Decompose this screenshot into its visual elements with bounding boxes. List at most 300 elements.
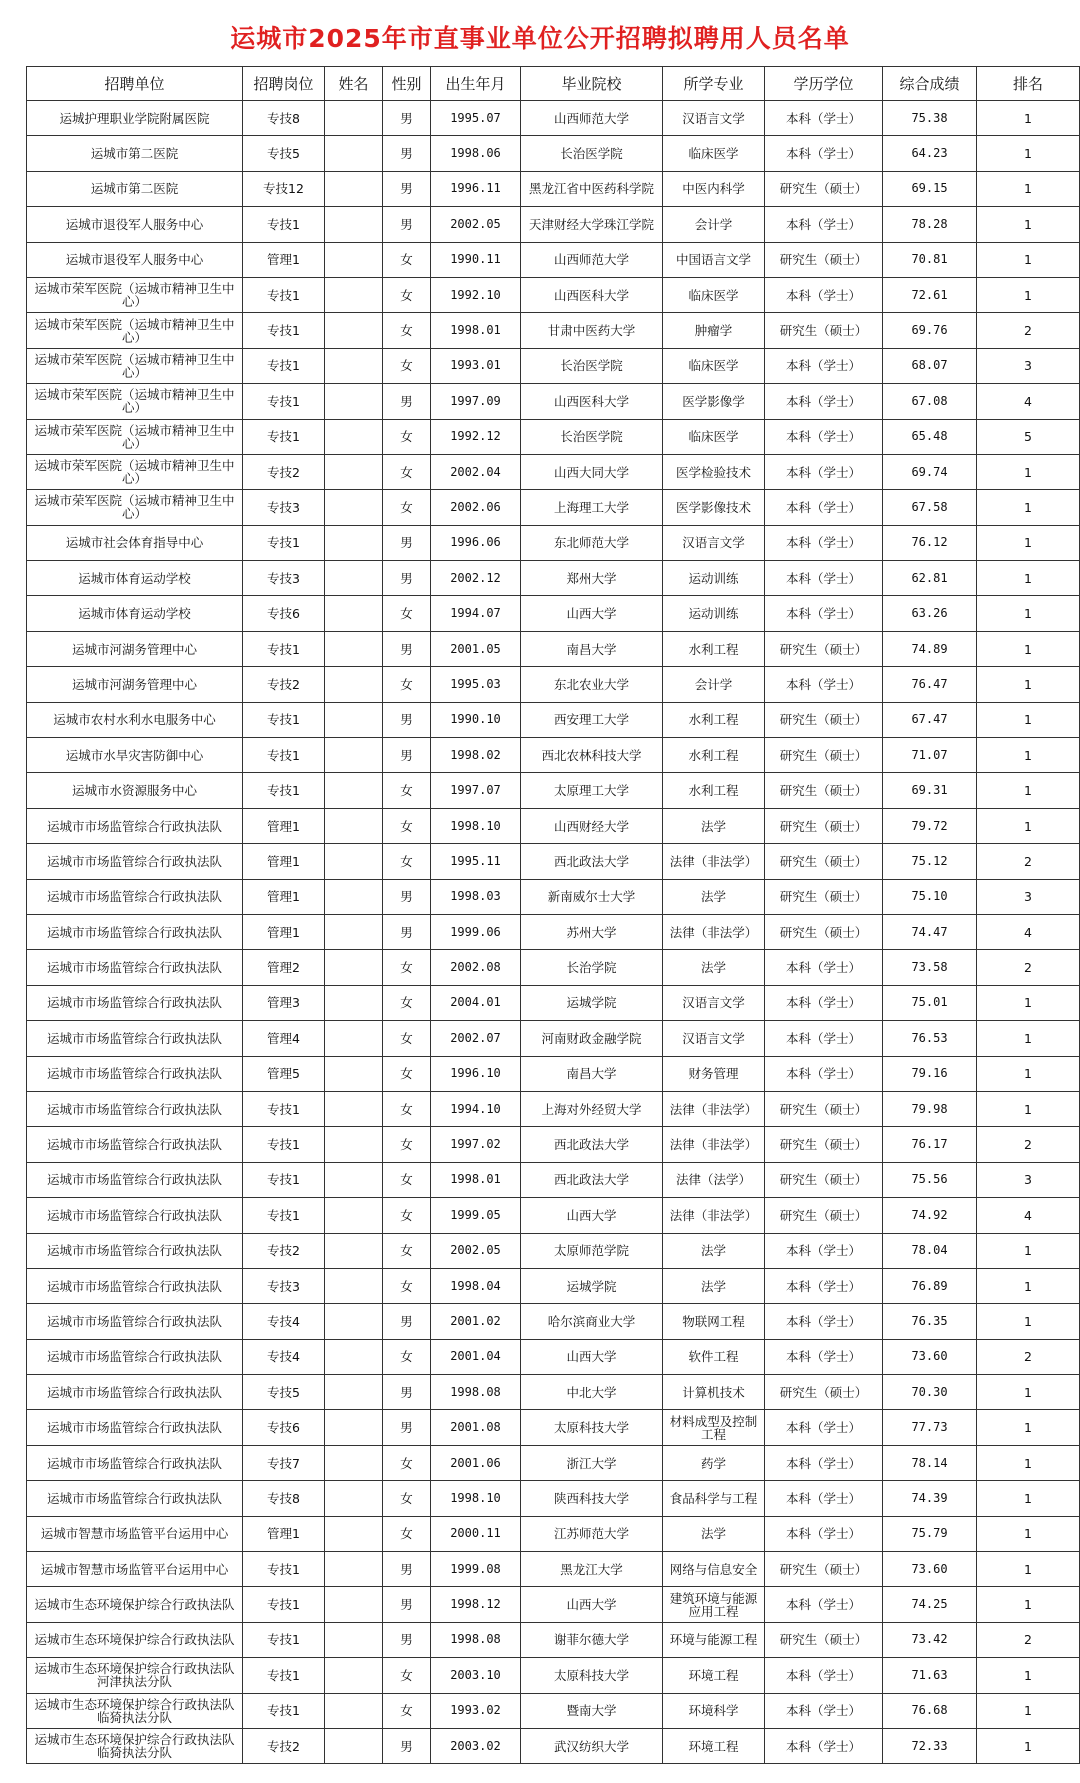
cell-birth: 2001.02: [431, 1304, 521, 1339]
cell-unit: 运城市农村水利水电服务中心: [27, 702, 243, 737]
cell-school: 山西大学: [521, 596, 663, 631]
cell-degree: 本科（学士）: [765, 384, 883, 419]
cell-score: 68.07: [883, 348, 977, 383]
cell-birth: 1990.11: [431, 242, 521, 277]
cell-post: 管理1: [243, 844, 325, 879]
cell-major: 软件工程: [663, 1339, 765, 1374]
cell-degree: 本科（学士）: [765, 419, 883, 454]
cell-score: 73.60: [883, 1339, 977, 1374]
cell-unit: 运城市市场监管综合行政执法队: [27, 1056, 243, 1091]
cell-major: 水利工程: [663, 702, 765, 737]
table-row: [27, 384, 1080, 419]
cell-degree: 本科（学士）: [765, 1693, 883, 1728]
cell-birth: 1994.10: [431, 1091, 521, 1126]
cell-name: [325, 1375, 383, 1410]
cell-post: 专技1: [243, 773, 325, 808]
table-row: [27, 525, 1080, 560]
cell-birth: 2002.05: [431, 1233, 521, 1268]
cell-major: 网络与信息安全: [663, 1552, 765, 1587]
cell-rank: 1: [977, 490, 1080, 525]
cell-degree: 研究生（硕士）: [765, 1127, 883, 1162]
cell-rank: 1: [977, 631, 1080, 666]
table-row: [27, 1091, 1080, 1126]
cell-post: 专技4: [243, 1339, 325, 1374]
cell-gender: 女: [383, 242, 431, 277]
table-row: [27, 985, 1080, 1020]
cell-gender: 女: [383, 808, 431, 843]
cell-score: 75.79: [883, 1516, 977, 1551]
table-row: [27, 950, 1080, 985]
cell-score: 69.31: [883, 773, 977, 808]
cell-post: 管理1: [243, 808, 325, 843]
cell-score: 69.15: [883, 171, 977, 206]
cell-unit: 运城市市场监管综合行政执法队: [27, 1304, 243, 1339]
table-row: [27, 242, 1080, 277]
cell-unit: 运城市第二医院: [27, 171, 243, 206]
cell-gender: 男: [383, 1552, 431, 1587]
cell-name: [325, 1198, 383, 1233]
cell-birth: 1999.05: [431, 1198, 521, 1233]
cell-school: 山西大学: [521, 1339, 663, 1374]
cell-post: 专技3: [243, 561, 325, 596]
cell-degree: 本科（学士）: [765, 1410, 883, 1445]
cell-gender: 女: [383, 277, 431, 312]
table-row: [27, 1268, 1080, 1303]
cell-major: 食品科学与工程: [663, 1481, 765, 1516]
cell-unit: 运城市市场监管综合行政执法队: [27, 808, 243, 843]
table-row: [27, 171, 1080, 206]
table-row: [27, 313, 1080, 348]
cell-score: 77.73: [883, 1410, 977, 1445]
cell-gender: 女: [383, 1481, 431, 1516]
cell-name: [325, 1728, 383, 1763]
cell-rank: 1: [977, 1445, 1080, 1480]
cell-unit: 运城市市场监管综合行政执法队: [27, 1127, 243, 1162]
cell-unit: 运城市河湖务管理中心: [27, 667, 243, 702]
cell-post: 专技1: [243, 384, 325, 419]
cell-school: 西北政法大学: [521, 1127, 663, 1162]
cell-rank: 1: [977, 242, 1080, 277]
cell-birth: 2002.08: [431, 950, 521, 985]
cell-birth: 1993.02: [431, 1693, 521, 1728]
cell-gender: 女: [383, 1339, 431, 1374]
cell-name: [325, 1162, 383, 1197]
cell-name: [325, 1552, 383, 1587]
cell-post: 管理1: [243, 879, 325, 914]
cell-birth: 1997.02: [431, 1127, 521, 1162]
cell-post: 专技2: [243, 667, 325, 702]
col-header-unit: 招聘单位: [27, 67, 243, 101]
cell-score: 78.14: [883, 1445, 977, 1480]
table-row: [27, 1339, 1080, 1374]
cell-gender: 女: [383, 1658, 431, 1693]
cell-name: [325, 490, 383, 525]
cell-post: 专技1: [243, 1091, 325, 1126]
cell-unit: 运城市退役军人服务中心: [27, 242, 243, 277]
cell-unit: 运城市体育运动学校: [27, 596, 243, 631]
cell-birth: 1998.06: [431, 136, 521, 171]
table-body: [27, 101, 1080, 1764]
table-row: [27, 1587, 1080, 1622]
cell-major: 临床医学: [663, 136, 765, 171]
cell-school: 运城学院: [521, 985, 663, 1020]
cell-score: 71.63: [883, 1658, 977, 1693]
cell-score: 73.42: [883, 1622, 977, 1657]
cell-degree: 本科（学士）: [765, 277, 883, 312]
cell-school: 山西大学: [521, 1198, 663, 1233]
cell-rank: 3: [977, 1162, 1080, 1197]
cell-rank: 4: [977, 914, 1080, 949]
cell-major: 建筑环境与能源应用工程: [663, 1587, 765, 1622]
cell-degree: 本科（学士）: [765, 1481, 883, 1516]
cell-major: 法学: [663, 1516, 765, 1551]
table-row: [27, 914, 1080, 949]
table-row: [27, 1481, 1080, 1516]
table-row: [27, 1516, 1080, 1551]
cell-score: 76.47: [883, 667, 977, 702]
cell-score: 79.72: [883, 808, 977, 843]
cell-name: [325, 808, 383, 843]
cell-school: 上海对外经贸大学: [521, 1091, 663, 1126]
table-row: [27, 277, 1080, 312]
cell-birth: 1999.08: [431, 1552, 521, 1587]
cell-birth: 1995.11: [431, 844, 521, 879]
cell-rank: 1: [977, 1728, 1080, 1763]
cell-gender: 女: [383, 454, 431, 489]
cell-name: [325, 1481, 383, 1516]
cell-post: 专技7: [243, 1445, 325, 1480]
cell-gender: 女: [383, 1268, 431, 1303]
cell-gender: 女: [383, 1198, 431, 1233]
cell-score: 76.17: [883, 1127, 977, 1162]
cell-school: 东北农业大学: [521, 667, 663, 702]
cell-major: 法学: [663, 808, 765, 843]
cell-birth: 1998.08: [431, 1375, 521, 1410]
cell-birth: 1998.04: [431, 1268, 521, 1303]
cell-degree: 本科（学士）: [765, 1339, 883, 1374]
cell-gender: 男: [383, 1410, 431, 1445]
col-header-gender: 性别: [383, 67, 431, 101]
cell-name: [325, 1339, 383, 1374]
cell-score: 76.35: [883, 1304, 977, 1339]
cell-major: 材料成型及控制工程: [663, 1410, 765, 1445]
cell-rank: 1: [977, 101, 1080, 136]
personnel-table: [26, 66, 1080, 1764]
cell-post: 管理1: [243, 914, 325, 949]
cell-degree: 本科（学士）: [765, 1728, 883, 1763]
cell-unit: 运城市市场监管综合行政执法队: [27, 1410, 243, 1445]
table-row: [27, 1127, 1080, 1162]
cell-gender: 女: [383, 1056, 431, 1091]
cell-school: 山西师范大学: [521, 101, 663, 136]
cell-unit: 运城市社会体育指导中心: [27, 525, 243, 560]
cell-major: 法律（非法学）: [663, 914, 765, 949]
cell-score: 79.98: [883, 1091, 977, 1126]
cell-degree: 本科（学士）: [765, 1268, 883, 1303]
cell-rank: 1: [977, 667, 1080, 702]
cell-name: [325, 1658, 383, 1693]
cell-unit: 运城市荣军医院（运城市精神卫生中心）: [27, 454, 243, 489]
col-header-major: 所学专业: [663, 67, 765, 101]
cell-birth: 2003.02: [431, 1728, 521, 1763]
cell-school: 南昌大学: [521, 631, 663, 666]
cell-gender: 男: [383, 1375, 431, 1410]
cell-unit: 运城市荣军医院（运城市精神卫生中心）: [27, 277, 243, 312]
cell-major: 法学: [663, 1268, 765, 1303]
cell-school: 黑龙江省中医药科学院: [521, 171, 663, 206]
cell-score: 74.39: [883, 1481, 977, 1516]
cell-unit: 运城市市场监管综合行政执法队: [27, 1375, 243, 1410]
cell-rank: 1: [977, 808, 1080, 843]
cell-gender: 男: [383, 879, 431, 914]
table-row: [27, 348, 1080, 383]
cell-post: 专技1: [243, 1198, 325, 1233]
cell-name: [325, 631, 383, 666]
cell-post: 专技2: [243, 454, 325, 489]
cell-name: [325, 1127, 383, 1162]
cell-degree: 本科（学士）: [765, 1233, 883, 1268]
cell-school: 中北大学: [521, 1375, 663, 1410]
cell-gender: 男: [383, 1622, 431, 1657]
cell-birth: 2002.05: [431, 207, 521, 242]
cell-unit: 运城市荣军医院（运城市精神卫生中心）: [27, 384, 243, 419]
cell-post: 专技1: [243, 419, 325, 454]
cell-degree: 本科（学士）: [765, 1587, 883, 1622]
cell-name: [325, 702, 383, 737]
cell-unit: 运城市荣军医院（运城市精神卫生中心）: [27, 313, 243, 348]
cell-major: 医学影像学: [663, 384, 765, 419]
cell-post: 专技2: [243, 1233, 325, 1268]
cell-score: 67.58: [883, 490, 977, 525]
table-row: [27, 773, 1080, 808]
cell-name: [325, 525, 383, 560]
cell-birth: 2002.07: [431, 1021, 521, 1056]
col-header-school: 毕业院校: [521, 67, 663, 101]
cell-major: 法律（法学）: [663, 1162, 765, 1197]
cell-degree: 研究生（硕士）: [765, 844, 883, 879]
cell-gender: 女: [383, 419, 431, 454]
cell-degree: 研究生（硕士）: [765, 1552, 883, 1587]
cell-degree: 本科（学士）: [765, 667, 883, 702]
table-row: [27, 101, 1080, 136]
cell-gender: 男: [383, 384, 431, 419]
cell-rank: 3: [977, 348, 1080, 383]
cell-rank: 1: [977, 1410, 1080, 1445]
cell-major: 法律（非法学）: [663, 1127, 765, 1162]
cell-school: 长治医学院: [521, 136, 663, 171]
cell-gender: 女: [383, 1516, 431, 1551]
cell-name: [325, 1516, 383, 1551]
cell-school: 太原理工大学: [521, 773, 663, 808]
table-row: [27, 454, 1080, 489]
cell-unit: 运城市荣军医院（运城市精神卫生中心）: [27, 348, 243, 383]
table-row: [27, 1304, 1080, 1339]
cell-rank: 2: [977, 1339, 1080, 1374]
cell-major: 肿瘤学: [663, 313, 765, 348]
cell-school: 太原科技大学: [521, 1410, 663, 1445]
cell-school: 河南财政金融学院: [521, 1021, 663, 1056]
cell-birth: 1990.10: [431, 702, 521, 737]
cell-gender: 男: [383, 1587, 431, 1622]
cell-birth: 1992.12: [431, 419, 521, 454]
cell-rank: 1: [977, 985, 1080, 1020]
cell-degree: 本科（学士）: [765, 101, 883, 136]
cell-rank: 1: [977, 1375, 1080, 1410]
cell-rank: 2: [977, 950, 1080, 985]
cell-major: 环境工程: [663, 1658, 765, 1693]
cell-post: 专技1: [243, 631, 325, 666]
cell-major: 水利工程: [663, 738, 765, 773]
cell-unit: 运城市水旱灾害防御中心: [27, 738, 243, 773]
table-row: [27, 1445, 1080, 1480]
cell-unit: 运城市市场监管综合行政执法队: [27, 1339, 243, 1374]
cell-degree: 本科（学士）: [765, 561, 883, 596]
cell-gender: 男: [383, 738, 431, 773]
cell-major: 汉语言文学: [663, 1021, 765, 1056]
table-row: [27, 667, 1080, 702]
cell-unit: 运城市智慧市场监管平台运用中心: [27, 1552, 243, 1587]
cell-rank: 1: [977, 1658, 1080, 1693]
cell-post: 管理1: [243, 242, 325, 277]
cell-school: 郑州大学: [521, 561, 663, 596]
cell-unit: 运城市市场监管综合行政执法队: [27, 844, 243, 879]
cell-score: 75.01: [883, 985, 977, 1020]
cell-unit: 运城市市场监管综合行政执法队: [27, 1445, 243, 1480]
cell-unit: 运城市市场监管综合行政执法队: [27, 914, 243, 949]
cell-gender: 男: [383, 171, 431, 206]
cell-score: 63.26: [883, 596, 977, 631]
table-row: [27, 844, 1080, 879]
cell-name: [325, 738, 383, 773]
cell-major: 临床医学: [663, 348, 765, 383]
cell-name: [325, 1268, 383, 1303]
cell-post: 专技1: [243, 702, 325, 737]
cell-gender: 男: [383, 1304, 431, 1339]
table-row: [27, 1021, 1080, 1056]
cell-post: 专技1: [243, 277, 325, 312]
cell-score: 71.07: [883, 738, 977, 773]
table-row: [27, 1233, 1080, 1268]
cell-degree: 研究生（硕士）: [765, 1198, 883, 1233]
cell-school: 山西大同大学: [521, 454, 663, 489]
cell-school: 长治学院: [521, 950, 663, 985]
table-row: [27, 419, 1080, 454]
cell-major: 医学检验技术: [663, 454, 765, 489]
cell-birth: 1998.02: [431, 738, 521, 773]
col-header-name: 姓名: [325, 67, 383, 101]
cell-rank: 1: [977, 207, 1080, 242]
cell-unit: 运城市生态环境保护综合行政执法队: [27, 1622, 243, 1657]
cell-name: [325, 879, 383, 914]
cell-school: 长治医学院: [521, 419, 663, 454]
table-row: [27, 1056, 1080, 1091]
cell-score: 62.81: [883, 561, 977, 596]
table-row: [27, 738, 1080, 773]
cell-unit: 运城市市场监管综合行政执法队: [27, 1021, 243, 1056]
cell-birth: 1998.08: [431, 1622, 521, 1657]
cell-post: 专技1: [243, 1127, 325, 1162]
cell-post: 专技4: [243, 1304, 325, 1339]
cell-degree: 研究生（硕士）: [765, 1091, 883, 1126]
cell-rank: 2: [977, 313, 1080, 348]
cell-post: 专技6: [243, 1410, 325, 1445]
cell-school: 山西财经大学: [521, 808, 663, 843]
cell-degree: 研究生（硕士）: [765, 773, 883, 808]
cell-gender: 女: [383, 1021, 431, 1056]
cell-post: 管理3: [243, 985, 325, 1020]
cell-unit: 运城市退役军人服务中心: [27, 207, 243, 242]
table-row: [27, 1622, 1080, 1657]
cell-school: 暨南大学: [521, 1693, 663, 1728]
cell-unit: 运城市水资源服务中心: [27, 773, 243, 808]
cell-post: 专技1: [243, 1587, 325, 1622]
cell-gender: 女: [383, 1445, 431, 1480]
cell-unit: 运城市市场监管综合行政执法队: [27, 1268, 243, 1303]
cell-rank: 2: [977, 1127, 1080, 1162]
cell-gender: 男: [383, 561, 431, 596]
cell-post: 专技12: [243, 171, 325, 206]
cell-name: [325, 596, 383, 631]
cell-rank: 1: [977, 277, 1080, 312]
cell-gender: 女: [383, 1693, 431, 1728]
cell-degree: 研究生（硕士）: [765, 1622, 883, 1657]
cell-post: 专技1: [243, 1162, 325, 1197]
cell-post: 专技1: [243, 738, 325, 773]
cell-name: [325, 667, 383, 702]
col-header-rank: 排名: [977, 67, 1080, 101]
cell-school: 太原科技大学: [521, 1658, 663, 1693]
cell-rank: 4: [977, 1198, 1080, 1233]
col-header-degree: 学历学位: [765, 67, 883, 101]
cell-unit: 运城市市场监管综合行政执法队: [27, 1481, 243, 1516]
cell-rank: 1: [977, 1552, 1080, 1587]
cell-name: [325, 1304, 383, 1339]
col-header-post: 招聘岗位: [243, 67, 325, 101]
cell-gender: 女: [383, 1162, 431, 1197]
cell-unit: 运城市市场监管综合行政执法队: [27, 950, 243, 985]
cell-birth: 1997.07: [431, 773, 521, 808]
cell-unit: 运城市体育运动学校: [27, 561, 243, 596]
cell-rank: 5: [977, 419, 1080, 454]
cell-name: [325, 454, 383, 489]
cell-score: 74.25: [883, 1587, 977, 1622]
cell-unit: 运城市市场监管综合行政执法队: [27, 985, 243, 1020]
cell-rank: 1: [977, 1481, 1080, 1516]
cell-birth: 2002.06: [431, 490, 521, 525]
cell-gender: 女: [383, 773, 431, 808]
cell-birth: 1996.06: [431, 525, 521, 560]
cell-name: [325, 950, 383, 985]
col-header-score: 综合成绩: [883, 67, 977, 101]
cell-school: 武汉纺织大学: [521, 1728, 663, 1763]
cell-major: 药学: [663, 1445, 765, 1480]
cell-unit: 运城市生态环境保护综合行政执法队: [27, 1587, 243, 1622]
cell-birth: 1999.06: [431, 914, 521, 949]
cell-school: 长治医学院: [521, 348, 663, 383]
cell-major: 运动训练: [663, 561, 765, 596]
cell-name: [325, 1233, 383, 1268]
cell-score: 70.81: [883, 242, 977, 277]
cell-birth: 1998.01: [431, 313, 521, 348]
cell-score: 74.89: [883, 631, 977, 666]
cell-birth: 1995.03: [431, 667, 521, 702]
cell-school: 西北政法大学: [521, 1162, 663, 1197]
cell-school: 西安理工大学: [521, 702, 663, 737]
cell-rank: 1: [977, 1021, 1080, 1056]
cell-gender: 女: [383, 950, 431, 985]
table-row: [27, 1162, 1080, 1197]
cell-unit: 运城市河湖务管理中心: [27, 631, 243, 666]
